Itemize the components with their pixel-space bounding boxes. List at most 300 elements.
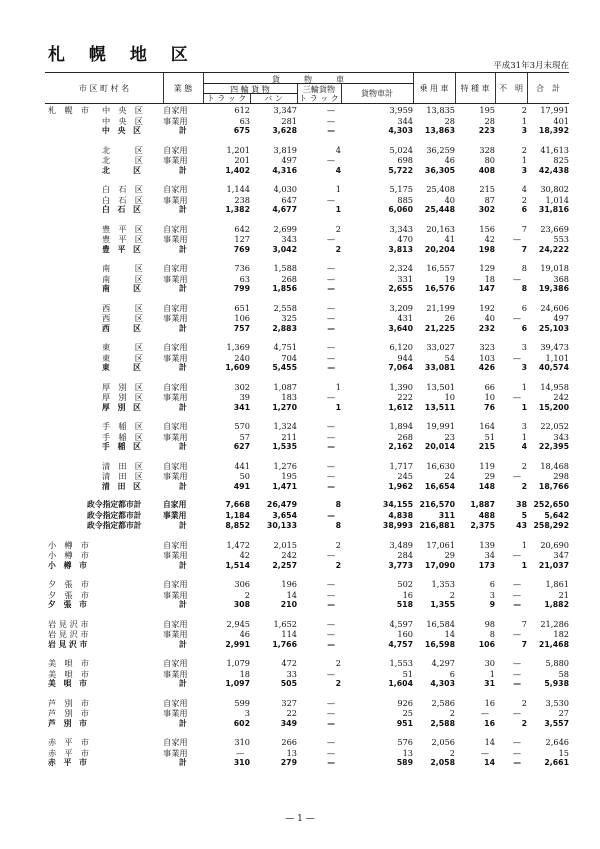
value-cell: 2 xyxy=(521,460,527,471)
value-cell: 18,766 xyxy=(538,481,569,491)
value-cell: 3,959 xyxy=(389,105,413,115)
value-cell: 951 xyxy=(396,718,413,728)
ward-name: 手 稲 区 xyxy=(102,442,141,451)
value-cell: 222 xyxy=(397,392,413,402)
value-cell: 518 xyxy=(396,600,413,609)
business-type-cell: 事業用 xyxy=(163,234,188,244)
value-cell: 3,209 xyxy=(389,302,413,313)
value-cell: 302 xyxy=(478,205,495,214)
spacer-row xyxy=(45,176,569,184)
municipality-cell xyxy=(45,105,163,116)
value-cell: 3,489 xyxy=(389,539,413,550)
value-cell: 1,270 xyxy=(272,402,297,412)
municipality-cell xyxy=(45,145,163,156)
ward-name: 清 田 区 xyxy=(102,460,143,471)
value-cell: 1,097 xyxy=(225,679,250,688)
ward-name: 中 央 区 xyxy=(102,105,143,115)
table-row xyxy=(45,471,569,482)
municipality-cell xyxy=(45,471,163,482)
value-cell: 3 xyxy=(521,421,527,431)
value-cell: 26,479 xyxy=(266,500,297,509)
spacer-row xyxy=(45,571,569,579)
value-cell: 46 xyxy=(444,155,455,165)
business-type-cell: 事業用 xyxy=(163,550,188,560)
value-cell: 1 xyxy=(489,668,495,679)
business-type-cell: 計 xyxy=(179,126,187,135)
table-row xyxy=(45,342,569,353)
municipality-cell xyxy=(45,342,163,353)
municipality-cell xyxy=(45,629,163,640)
table-row xyxy=(45,629,569,640)
value-cell: 13,511 xyxy=(424,402,455,412)
table-row xyxy=(45,145,569,156)
value-cell: 268 xyxy=(281,273,297,284)
value-cell: 80 xyxy=(484,155,495,165)
value-cell: 347 xyxy=(553,550,569,560)
header-business-type: 業 態 xyxy=(173,84,193,93)
value-cell: 2 xyxy=(521,144,527,155)
value-cell: 164 xyxy=(479,421,495,431)
value-cell: 201 xyxy=(234,155,250,165)
value-cell: 3,654 xyxy=(272,510,297,520)
table-row xyxy=(45,421,569,432)
value-cell: 1,353 xyxy=(431,579,455,589)
value-cell: 216,881 xyxy=(419,521,455,530)
value-cell: 66 xyxy=(484,381,495,392)
business-type-cell: 事業用 xyxy=(163,589,188,600)
value-cell: 2,015 xyxy=(273,539,297,550)
table-row xyxy=(45,590,569,601)
ward-name: 政令指定都市計 xyxy=(87,521,142,530)
business-type-cell: 事業用 xyxy=(163,708,188,718)
value-cell: 642 xyxy=(234,223,250,234)
value-cell: 40 xyxy=(484,313,495,323)
municipality-cell xyxy=(45,195,163,206)
ward-name: 北 区 xyxy=(102,144,143,155)
value-cell: 3,557 xyxy=(544,718,569,728)
spacer-row xyxy=(45,690,569,698)
value-cell: 825 xyxy=(553,155,569,165)
value-cell: 323 xyxy=(479,342,495,352)
value-cell: 1 xyxy=(521,115,527,126)
value-cell: 1,079 xyxy=(226,658,250,668)
value-cell: — xyxy=(513,679,521,688)
value-cell: 34,155 xyxy=(382,500,413,509)
value-cell: — xyxy=(326,579,335,589)
value-cell: 599 xyxy=(234,697,250,708)
value-cell: 26 xyxy=(444,313,455,323)
value-cell: 10 xyxy=(484,392,495,402)
header-three-wheel-truck: ト ラ ッ ク xyxy=(299,94,339,103)
business-type-cell: 事業用 xyxy=(163,313,188,323)
value-cell: — xyxy=(327,126,335,135)
value-cell: 3 xyxy=(244,708,250,718)
value-cell: 2 xyxy=(335,539,341,550)
business-type-cell: 自家用 xyxy=(163,618,188,629)
value-cell: 242 xyxy=(553,392,569,402)
value-cell: 1 xyxy=(521,560,527,570)
value-cell: 368 xyxy=(553,273,569,284)
value-cell: 1,553 xyxy=(389,658,413,668)
value-cell: 8 xyxy=(335,500,341,509)
value-cell: 553 xyxy=(553,234,569,244)
value-cell: — xyxy=(512,747,521,758)
value-cell: 28 xyxy=(444,115,455,126)
value-cell: 311 xyxy=(438,510,455,520)
value-cell: 1,101 xyxy=(545,352,569,363)
business-type-cell: 計 xyxy=(179,758,187,767)
municipality-cell xyxy=(45,679,163,690)
value-cell: 139 xyxy=(479,539,495,550)
value-cell: 51 xyxy=(402,668,413,679)
value-cell: 1,201 xyxy=(226,144,250,155)
municipality-cell xyxy=(45,482,163,493)
value-cell: 17,061 xyxy=(426,539,455,550)
value-cell: 1 xyxy=(521,402,527,412)
value-cell: 408 xyxy=(478,165,495,175)
ward-name: 中 央 区 xyxy=(102,115,143,126)
business-type-cell: 自家用 xyxy=(163,105,188,115)
city-name: 赤 平 市 xyxy=(48,758,87,767)
value-cell: 41,613 xyxy=(540,144,569,155)
value-cell: 1,861 xyxy=(545,579,569,589)
value-cell: 2,945 xyxy=(226,618,250,629)
value-cell: 310 xyxy=(233,758,250,767)
value-cell: 20,204 xyxy=(424,244,455,254)
value-cell: 216,570 xyxy=(419,500,455,509)
business-type-cell: 計 xyxy=(179,165,187,175)
business-type-cell: 自家用 xyxy=(163,658,188,668)
value-cell: 944 xyxy=(397,352,413,363)
ward-name: 豊 平 区 xyxy=(102,234,143,244)
value-cell: 33,081 xyxy=(424,363,455,372)
value-cell: 2,991 xyxy=(225,639,250,649)
value-cell: 3 xyxy=(521,126,527,135)
header-four-wheel: 四 輪 貨 物 xyxy=(230,85,270,94)
value-cell: 5,175 xyxy=(389,184,413,194)
ward-name: 豊 平 区 xyxy=(102,223,143,234)
value-cell: 497 xyxy=(553,313,569,323)
table-row xyxy=(45,353,569,364)
value-cell: 129 xyxy=(479,263,495,273)
municipality-cell xyxy=(45,205,163,216)
value-cell: 8 xyxy=(521,284,527,293)
value-cell: 281 xyxy=(281,115,297,126)
value-cell: 23 xyxy=(444,431,455,442)
value-cell: 1 xyxy=(335,205,341,214)
value-cell: 14 xyxy=(286,589,297,600)
value-cell: — xyxy=(327,323,335,333)
table-row xyxy=(45,708,569,719)
value-cell: 3 xyxy=(521,165,527,175)
value-cell: 302 xyxy=(234,381,250,392)
value-cell: 8 xyxy=(335,521,341,530)
value-cell: 41 xyxy=(444,234,455,244)
value-cell: 2 xyxy=(244,589,250,600)
value-cell: 1,402 xyxy=(225,165,250,175)
value-cell: 341 xyxy=(233,402,250,412)
value-cell: — xyxy=(327,510,335,520)
value-cell: 4,303 xyxy=(430,679,455,688)
value-cell: 736 xyxy=(234,263,250,273)
header-total: 合 計 xyxy=(536,84,560,93)
municipality-cell xyxy=(45,461,163,472)
value-cell: 16,630 xyxy=(426,460,455,471)
value-cell: 20,014 xyxy=(424,442,455,451)
municipality-cell xyxy=(45,521,163,532)
value-cell: 106 xyxy=(234,313,250,323)
value-cell: 4,297 xyxy=(431,658,455,668)
value-cell: 16,654 xyxy=(424,481,455,491)
spacer-row xyxy=(45,137,569,145)
city-name: 芦 別 市 xyxy=(48,697,89,708)
business-type-cell: 事業用 xyxy=(163,392,188,402)
value-cell: 160 xyxy=(397,629,413,639)
value-cell: 3,640 xyxy=(388,323,413,333)
value-cell: 7,064 xyxy=(388,363,413,372)
value-cell: — xyxy=(480,747,489,758)
value-cell: 799 xyxy=(233,284,250,293)
value-cell: 472 xyxy=(281,658,297,668)
value-cell: 627 xyxy=(233,442,250,451)
value-cell: 18,392 xyxy=(538,126,569,135)
value-cell: 328 xyxy=(479,144,495,155)
value-cell: 2,586 xyxy=(431,697,455,708)
value-cell: — xyxy=(326,421,335,431)
value-cell: 10 xyxy=(444,392,455,402)
city-name: 夕 張 市 xyxy=(48,600,87,609)
value-cell: 8,852 xyxy=(225,521,250,530)
business-type-cell: 自家用 xyxy=(163,144,188,155)
value-cell: — xyxy=(326,629,335,639)
value-cell: 3,773 xyxy=(388,560,413,570)
table-row xyxy=(45,521,569,532)
business-type-cell: 計 xyxy=(179,284,187,293)
business-type-cell: 自家用 xyxy=(163,223,188,234)
value-cell: 14 xyxy=(444,629,455,639)
value-cell: 1,014 xyxy=(545,194,569,205)
business-type-cell: 計 xyxy=(179,205,187,214)
value-cell: — xyxy=(327,284,335,293)
value-cell: 4,677 xyxy=(272,205,297,214)
municipality-cell xyxy=(45,698,163,709)
municipality-cell xyxy=(45,590,163,601)
business-type-cell: 自家用 xyxy=(163,184,188,194)
value-cell: 22 xyxy=(286,708,297,718)
table-row xyxy=(45,461,569,472)
municipality-cell xyxy=(45,719,163,730)
value-cell: 14 xyxy=(484,737,495,747)
value-cell: 1 xyxy=(521,155,527,165)
value-cell: — xyxy=(326,668,335,679)
value-cell: 4 xyxy=(335,144,341,155)
header-passenger: 乗 用 車 xyxy=(419,84,449,93)
value-cell: 651 xyxy=(234,302,250,313)
page-number: — 1 — xyxy=(285,814,315,824)
value-cell: 426 xyxy=(478,363,495,372)
ward-name: 清 田 区 xyxy=(102,481,141,491)
ward-name: 南 区 xyxy=(102,284,141,293)
value-cell: 23,669 xyxy=(540,223,569,234)
municipality-cell xyxy=(45,640,163,651)
spacer-row xyxy=(45,650,569,658)
city-name: 芦 別 市 xyxy=(48,718,87,728)
value-cell: 1 xyxy=(521,431,527,442)
value-cell: — xyxy=(512,392,521,402)
value-cell: — xyxy=(326,550,335,560)
ward-name: 中 央 区 xyxy=(102,126,141,135)
value-cell: 21,286 xyxy=(540,618,569,629)
value-cell: — xyxy=(327,639,335,649)
value-cell: 38,993 xyxy=(382,521,413,530)
value-cell: 6 xyxy=(521,205,527,214)
municipality-cell xyxy=(45,511,163,522)
value-cell: — xyxy=(512,234,521,244)
value-cell: 3 xyxy=(521,363,527,372)
value-cell: 3,042 xyxy=(272,244,297,254)
value-cell: — xyxy=(326,194,335,205)
value-cell: 1,588 xyxy=(273,263,297,273)
value-cell: 36,259 xyxy=(426,144,455,155)
table-row xyxy=(45,550,569,561)
value-cell: — xyxy=(512,668,521,679)
value-cell: 1,382 xyxy=(225,205,250,214)
value-cell: 242 xyxy=(281,550,297,560)
value-cell: 63 xyxy=(239,115,250,126)
city-name: 夕 張 市 xyxy=(48,579,89,589)
value-cell: — xyxy=(512,629,521,639)
table-row xyxy=(45,600,569,611)
value-cell: 9 xyxy=(489,600,495,609)
spacer-row xyxy=(45,334,569,342)
header-van: バ ン xyxy=(264,94,283,103)
table-row xyxy=(45,737,569,748)
value-cell: 232 xyxy=(478,323,495,333)
value-cell: 1,882 xyxy=(544,600,569,609)
value-cell: — xyxy=(512,471,521,481)
value-cell: 16,598 xyxy=(424,639,455,649)
ward-name: 南 区 xyxy=(102,263,143,273)
municipality-cell xyxy=(45,392,163,403)
business-type-cell: 計 xyxy=(179,363,187,372)
value-cell: 195 xyxy=(479,105,495,115)
table-row xyxy=(45,155,569,166)
value-cell: 2 xyxy=(335,658,341,668)
value-cell: 87 xyxy=(484,194,495,205)
value-cell: 488 xyxy=(478,510,495,520)
value-cell: 1,324 xyxy=(273,421,297,431)
value-cell: 1,390 xyxy=(389,381,413,392)
value-cell: — xyxy=(512,737,521,747)
value-cell: 245 xyxy=(397,471,413,481)
value-cell: — xyxy=(326,747,335,758)
municipality-cell xyxy=(45,126,163,137)
value-cell: 1,766 xyxy=(272,639,297,649)
value-cell: 103 xyxy=(479,352,495,363)
municipality-cell xyxy=(45,737,163,748)
value-cell: 2 xyxy=(335,223,341,234)
value-cell: 19,018 xyxy=(540,263,569,273)
value-cell: 5 xyxy=(521,510,527,520)
table-row xyxy=(45,184,569,195)
city-name: 小 樽 市 xyxy=(48,560,87,570)
municipality-cell xyxy=(45,619,163,630)
spacer-row xyxy=(45,532,569,540)
value-cell: 6 xyxy=(449,668,455,679)
value-cell: 17,090 xyxy=(424,560,455,570)
value-cell: 401 xyxy=(553,115,569,126)
table-row xyxy=(45,274,569,285)
value-cell: 20,690 xyxy=(540,539,569,550)
value-cell: 198 xyxy=(478,244,495,254)
value-cell: — xyxy=(326,618,335,629)
value-cell: — xyxy=(326,589,335,600)
header-municipality: 市 区 町 村 名 xyxy=(78,84,130,93)
value-cell: 215 xyxy=(479,184,495,194)
value-cell: 3,813 xyxy=(388,244,413,254)
value-cell: 31,816 xyxy=(538,205,569,214)
value-cell: 5,880 xyxy=(545,658,569,668)
value-cell: 2,883 xyxy=(272,323,297,333)
value-cell: 675 xyxy=(233,126,250,135)
business-type-cell: 計 xyxy=(179,323,187,333)
value-cell: 1,609 xyxy=(225,363,250,372)
municipality-cell xyxy=(45,442,163,453)
business-type-cell: 事業用 xyxy=(163,471,188,481)
ward-name: 北 区 xyxy=(102,155,143,165)
business-type-cell: 事業用 xyxy=(163,510,187,520)
ward-name: 南 区 xyxy=(102,273,143,284)
value-cell: 98 xyxy=(484,618,495,629)
value-cell: 926 xyxy=(397,697,413,708)
ward-name: 西 区 xyxy=(102,302,143,313)
business-type-cell: 計 xyxy=(179,600,187,609)
value-cell: — xyxy=(326,392,335,402)
value-cell: 21,037 xyxy=(538,560,569,570)
municipality-cell xyxy=(45,245,163,256)
value-cell: 15,200 xyxy=(538,402,569,412)
municipality-cell xyxy=(45,353,163,364)
value-cell: 885 xyxy=(397,194,413,205)
value-cell: 51 xyxy=(484,431,495,442)
city-name: 岩 見 沢 市 xyxy=(48,639,88,649)
municipality-cell xyxy=(45,579,163,590)
value-cell: 258,292 xyxy=(533,521,569,530)
ward-name: 白 石 区 xyxy=(102,194,143,205)
value-cell: 8 xyxy=(489,629,495,639)
value-cell: 38 xyxy=(516,500,527,509)
value-cell: 2,655 xyxy=(388,284,413,293)
value-cell: 2 xyxy=(449,747,455,758)
value-cell: 33,027 xyxy=(426,342,455,352)
header-three-wheel: 三輪貨物 xyxy=(303,85,335,94)
value-cell: 5,642 xyxy=(544,510,569,520)
table-row xyxy=(45,561,569,572)
value-cell: 1,369 xyxy=(226,342,250,352)
table-row xyxy=(45,313,569,324)
table-row xyxy=(45,403,569,414)
value-cell: 57 xyxy=(239,431,250,442)
value-cell: 1 xyxy=(335,402,341,412)
value-cell: 13 xyxy=(402,747,413,758)
spacer-row xyxy=(45,374,569,382)
value-cell: 497 xyxy=(281,155,297,165)
value-cell: 36,305 xyxy=(424,165,455,175)
value-cell: — xyxy=(326,313,335,323)
value-cell: 1 xyxy=(521,539,527,550)
table-row xyxy=(45,382,569,393)
value-cell: 19,991 xyxy=(426,421,455,431)
